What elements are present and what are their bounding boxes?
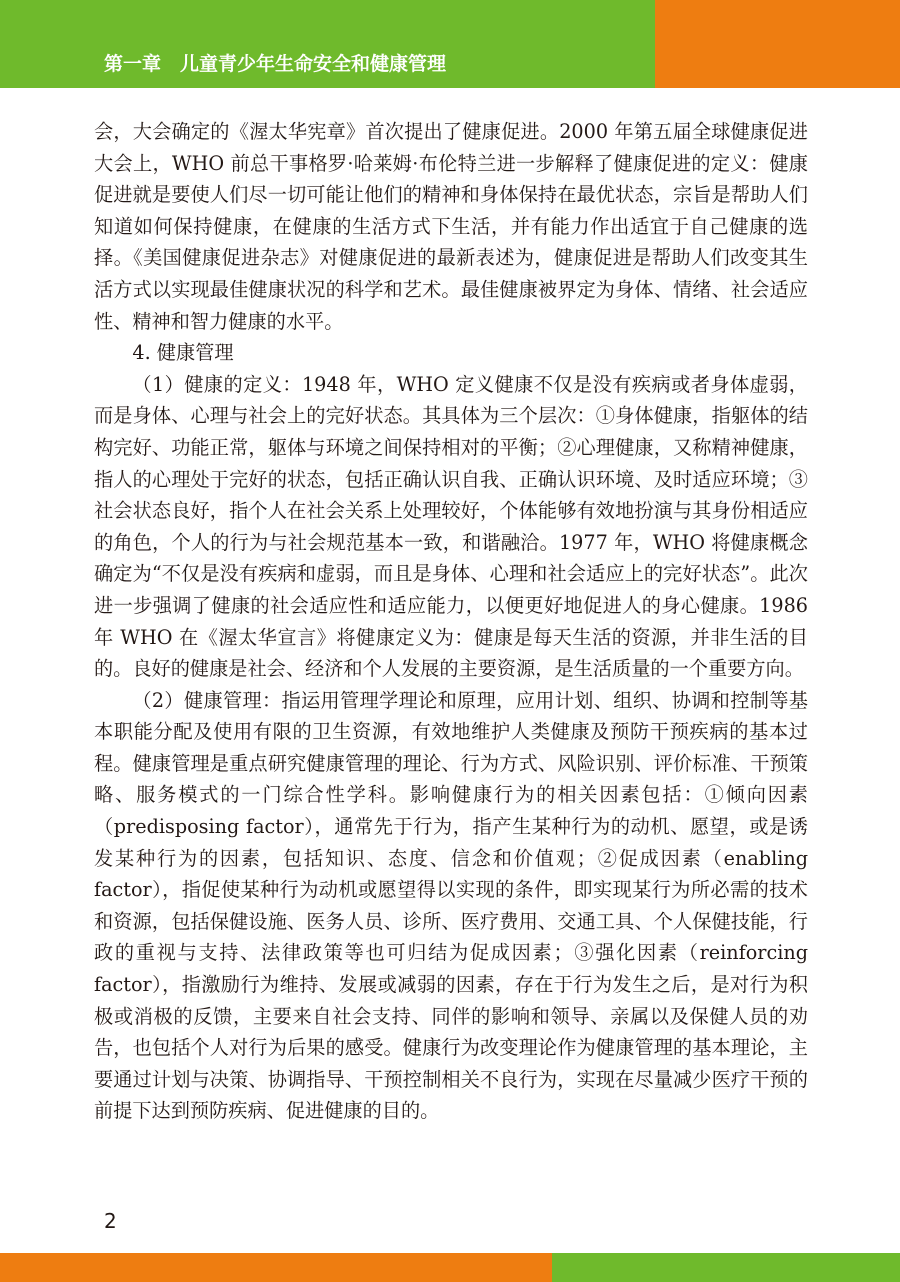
- paragraph-definition-of-health: （1）健康的定义：1948 年，WHO 定义健康不仅是没有疾病或者身体虚弱，而是身体、心理与社会上的完好状态。其具体为三个层次：①身体健康，指躯体的结构完好、功能正常，躯体与环境之间保持相对的平衡；②心理健康，又称精神健康，指人的心理处于完好的状态，包括正确认识自我、正确认识环境、及时适应环境；③社会状态良好，指个人在社会关系上处理较好，个体能够有效地扮演与其身份相适应的角色，个人的行为与社会规范基本一致，和谐融洽。1977 年，WHO 将健康概念确定为“不仅是没有疾病和虚弱，而且是身体、心理和社会适应上的完好状态”。此次进一步强调了健康的社会适应性和适应能力，以便更好地促进人的身心健康。1986 年 WHO 在《渥太华宣言》将健康定义为：健康是每天生活的资源，并非生活的目的。良好的健康是社会、经济和个人发展的主要资源，是生活质量的一个重要方向。: [94, 372, 808, 681]
- footer-orange-block: [0, 1253, 552, 1282]
- page-footer-band: [0, 1253, 900, 1282]
- paragraph-health-promotion: 会，大会确定的《渥太华宪章》首次提出了健康促进。2000 年第五届全球健康促进大会上，WHO 前总干事格罗·哈莱姆·布伦特兰进一步解释了健康促进的定义：健康促进就是要使人们尽一切可能让他们的精神和身体保持在最优状态，宗旨是帮助人们知道如何保持健康，在健康的生活方式下生活，并有能力作出适宜于自己健康的选择。《美国健康促进杂志》对健康促进的最新表述为，健康促进是帮助人们改变其生活方式以实现最佳健康状况的科学和艺术。最佳健康被界定为身体、情绪、社会适应性、精神和智力健康的水平。: [94, 120, 808, 333]
- chapter-title: 第一章 儿童青少年生命安全和健康管理: [104, 53, 447, 75]
- paragraph-health-management: （2）健康管理：指运用管理学理论和原理，应用计划、组织、协调和控制等基本职能分配及使用有限的卫生资源，有效地维护人类健康及预防干预疾病的基本过程。健康管理是重点研究健康管理的理论、行为方式、风险识别、评价标准、干预策略、服务模式的一门综合性学科。影响健康行为的相关因素包括：①倾向因素（predisposing factor），通常先于行为，指产生某种行为的动机、愿望，或是诱发某种行为的因素，包括知识、态度、信念和价值观；②促成因素（enabling factor），指促使某种行为动机或愿望得以实现的条件，即实现某行为所必需的技术和资源，包括保健设施、医务人员、诊所、医疗费用、交通工具、个人保健技能，行政的重视与支持、法律政策等也可归结为促成因素；③强化因素（reinforcing factor），指激励行为维持、发展或减弱的因素，存在于行为发生之后，是对行为积极或消极的反馈，主要来自社会支持、同伴的影响和领导、亲属以及保健人员的劝告，也包括个人对行为后果的感受。健康行为改变理论作为健康管理的基本理论，主要通过计划与决策、协调指导、干预控制相关不良行为，实现在尽量减少医疗干预的前提下达到预防疾病、促进健康的目的。: [94, 688, 808, 1123]
- section-heading-health-management: 4. 健康管理: [132, 341, 234, 365]
- footer-green-block: [552, 1253, 900, 1282]
- page-header-band: [0, 0, 900, 88]
- page-body: [94, 116, 808, 1127]
- header-orange-block: [655, 0, 900, 88]
- page-number: 2: [104, 1209, 117, 1233]
